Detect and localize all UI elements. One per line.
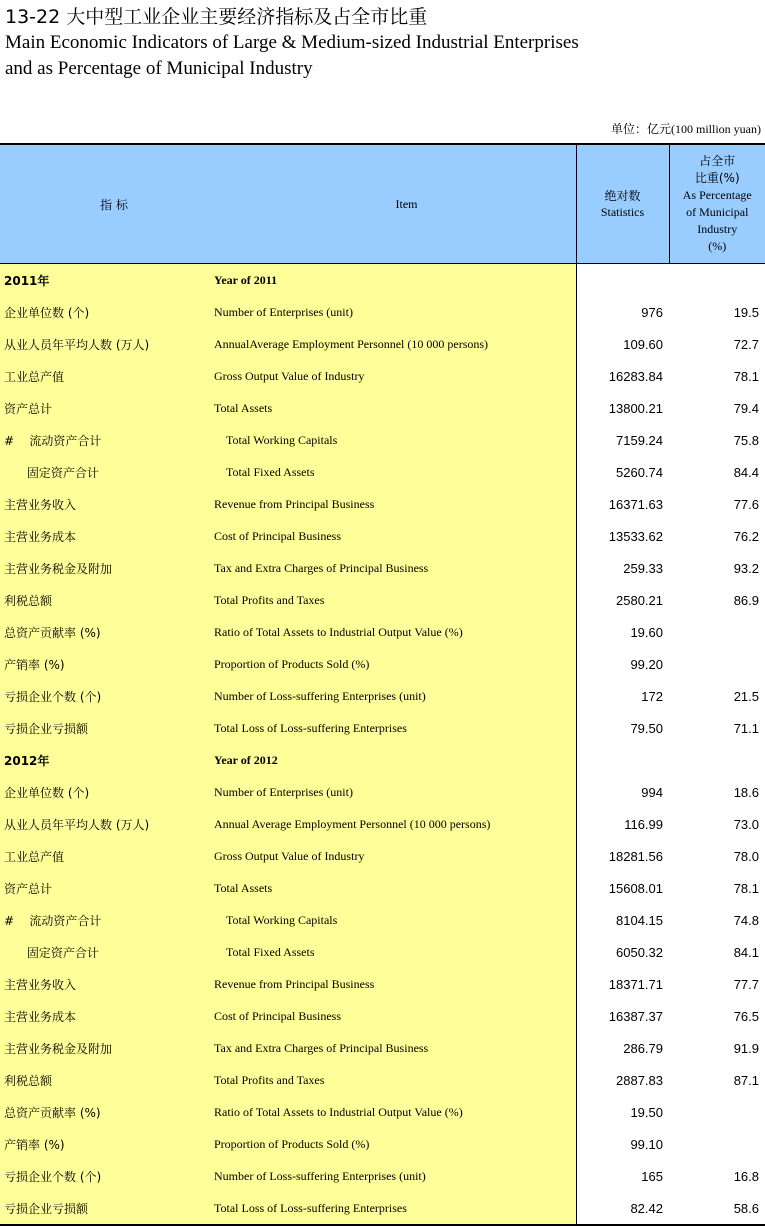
indicator-cn-cell: 产销率 (%) bbox=[0, 648, 214, 680]
percentage-cell bbox=[669, 264, 765, 297]
statistics-cell: 79.50 bbox=[576, 712, 669, 744]
statistics-cell: 109.60 bbox=[576, 328, 669, 360]
table-row bbox=[0, 616, 765, 648]
indicator-cn-cell: # 流动资产合计 bbox=[0, 904, 214, 936]
indicator-cn-cell: 主营业务收入 bbox=[0, 968, 214, 1000]
percentage-cell: 91.9 bbox=[669, 1032, 765, 1064]
percentage-cell: 78.1 bbox=[669, 360, 765, 392]
statistics-cell: 15608.01 bbox=[576, 872, 669, 904]
percentage-cell bbox=[669, 744, 765, 776]
header-percentage bbox=[669, 144, 765, 264]
table-row bbox=[0, 904, 765, 936]
statistics-cell: 259.33 bbox=[576, 552, 669, 584]
indicator-en-cell: Ratio of Total Assets to Industrial Output Value (%) bbox=[214, 616, 576, 648]
indicator-en-cell: Tax and Extra Charges of Principal Business bbox=[214, 552, 576, 584]
statistics-cell: 5260.74 bbox=[576, 456, 669, 488]
percentage-cell bbox=[669, 1128, 765, 1160]
indicator-cn-cell: 从业人员年平均人数 (万人) bbox=[0, 328, 214, 360]
table-row bbox=[0, 968, 765, 1000]
indicator-en-cell: Gross Output Value of Industry bbox=[214, 360, 576, 392]
indicator-table bbox=[0, 143, 765, 1226]
statistics-cell: 82.42 bbox=[576, 1192, 669, 1225]
header-statistics bbox=[576, 144, 669, 264]
percentage-cell: 16.8 bbox=[669, 1160, 765, 1192]
table-row bbox=[0, 1096, 765, 1128]
statistics-cell: 13800.21 bbox=[576, 392, 669, 424]
table-row bbox=[0, 1000, 765, 1032]
statistics-cell: 2887.83 bbox=[576, 1064, 669, 1096]
indicator-en-cell: Revenue from Principal Business bbox=[214, 968, 576, 1000]
statistics-cell: 99.20 bbox=[576, 648, 669, 680]
table-row bbox=[0, 808, 765, 840]
statistics-cell: 19.50 bbox=[576, 1096, 669, 1128]
statistics-cell: 16371.63 bbox=[576, 488, 669, 520]
indicator-en-cell: Cost of Principal Business bbox=[214, 1000, 576, 1032]
indicator-en-cell: AnnualAverage Employment Personnel (10 000 persons) bbox=[214, 328, 576, 360]
indicator-en-cell: Total Loss of Loss-suffering Enterprises bbox=[214, 712, 576, 744]
header-pct-cn2: 比重(%) bbox=[670, 170, 765, 187]
indicator-en-cell: Total Profits and Taxes bbox=[214, 1064, 576, 1096]
year-row bbox=[0, 744, 765, 776]
indicator-en-cell: Total Fixed Assets bbox=[214, 456, 576, 488]
title-chinese: 13-22 大中型工业企业主要经济指标及占全市比重 bbox=[5, 4, 579, 30]
percentage-cell: 71.1 bbox=[669, 712, 765, 744]
indicator-en-cell: Total Loss of Loss-suffering Enterprises bbox=[214, 1192, 576, 1225]
indicator-en-cell: Total Assets bbox=[214, 392, 576, 424]
table-row bbox=[0, 1160, 765, 1192]
indicator-cn-cell: 亏损企业个数 (个) bbox=[0, 680, 214, 712]
indicator-en-cell: Total Working Capitals bbox=[214, 904, 576, 936]
indicator-cn-cell: 2012年 bbox=[0, 744, 214, 776]
header-statistics-cn: 绝对数 bbox=[577, 188, 669, 204]
title-english-line2: and as Percentage of Municipal Industry bbox=[5, 56, 579, 82]
table-row bbox=[0, 520, 765, 552]
indicator-en-cell: Revenue from Principal Business bbox=[214, 488, 576, 520]
statistics-cell: 16387.37 bbox=[576, 1000, 669, 1032]
percentage-cell: 86.9 bbox=[669, 584, 765, 616]
indicator-cn-cell: 工业总产值 bbox=[0, 840, 214, 872]
title-block bbox=[5, 4, 579, 82]
indicator-en-cell: Cost of Principal Business bbox=[214, 520, 576, 552]
percentage-cell: 78.0 bbox=[669, 840, 765, 872]
indicator-cn-cell: 亏损企业亏损额 bbox=[0, 712, 214, 744]
data-table-wrapper bbox=[0, 143, 765, 1226]
header-pct-cn1: 占全市 bbox=[670, 153, 765, 170]
statistics-cell: 994 bbox=[576, 776, 669, 808]
indicator-cn-cell: 利税总额 bbox=[0, 584, 214, 616]
percentage-cell: 77.6 bbox=[669, 488, 765, 520]
table-row bbox=[0, 360, 765, 392]
statistics-cell: 116.99 bbox=[576, 808, 669, 840]
indicator-cn-cell: 主营业务成本 bbox=[0, 520, 214, 552]
percentage-cell: 76.5 bbox=[669, 1000, 765, 1032]
percentage-cell: 78.1 bbox=[669, 872, 765, 904]
table-row bbox=[0, 936, 765, 968]
percentage-cell: 58.6 bbox=[669, 1192, 765, 1225]
table-body bbox=[0, 264, 765, 1226]
statistics-cell: 99.10 bbox=[576, 1128, 669, 1160]
percentage-cell: 72.7 bbox=[669, 328, 765, 360]
percentage-cell: 74.8 bbox=[669, 904, 765, 936]
header-pct-en3: Industry bbox=[670, 221, 765, 238]
table-row bbox=[0, 680, 765, 712]
percentage-cell: 75.8 bbox=[669, 424, 765, 456]
indicator-en-cell: Total Fixed Assets bbox=[214, 936, 576, 968]
table-row bbox=[0, 1192, 765, 1225]
statistics-cell bbox=[576, 744, 669, 776]
statistics-cell: 7159.24 bbox=[576, 424, 669, 456]
percentage-cell: 87.1 bbox=[669, 1064, 765, 1096]
indicator-cn-cell: 总资产贡献率 (%) bbox=[0, 616, 214, 648]
statistics-cell: 19.60 bbox=[576, 616, 669, 648]
indicator-cn-cell: 利税总额 bbox=[0, 1064, 214, 1096]
header-pct-en1: As Percentage bbox=[670, 187, 765, 204]
percentage-cell: 84.1 bbox=[669, 936, 765, 968]
statistics-cell: 2580.21 bbox=[576, 584, 669, 616]
indicator-cn-cell: 企业单位数 (个) bbox=[0, 296, 214, 328]
header-statistics-en: Statistics bbox=[577, 204, 669, 220]
table-row bbox=[0, 872, 765, 904]
indicator-cn-cell: 主营业务收入 bbox=[0, 488, 214, 520]
table-row bbox=[0, 712, 765, 744]
statistics-cell: 165 bbox=[576, 1160, 669, 1192]
table-row bbox=[0, 1064, 765, 1096]
indicator-en-cell: Tax and Extra Charges of Principal Business bbox=[214, 1032, 576, 1064]
header-item: Item bbox=[214, 144, 576, 264]
table-header-row bbox=[0, 144, 765, 264]
statistics-cell: 18281.56 bbox=[576, 840, 669, 872]
percentage-cell: 73.0 bbox=[669, 808, 765, 840]
table-row bbox=[0, 424, 765, 456]
indicator-en-cell: Number of Loss-suffering Enterprises (unit) bbox=[214, 680, 576, 712]
table-row bbox=[0, 328, 765, 360]
statistics-cell: 172 bbox=[576, 680, 669, 712]
statistics-cell: 18371.71 bbox=[576, 968, 669, 1000]
indicator-cn-cell: 产销率 (%) bbox=[0, 1128, 214, 1160]
indicator-en-cell: Total Assets bbox=[214, 872, 576, 904]
indicator-cn-cell: 主营业务税金及附加 bbox=[0, 1032, 214, 1064]
indicator-cn-cell: 资产总计 bbox=[0, 392, 214, 424]
unit-label bbox=[611, 120, 761, 137]
percentage-cell: 21.5 bbox=[669, 680, 765, 712]
indicator-cn-cell: # 流动资产合计 bbox=[0, 424, 214, 456]
indicator-cn-cell: 工业总产值 bbox=[0, 360, 214, 392]
title-english-line1: Main Economic Indicators of Large & Medium-sized Industrial Enterprises bbox=[5, 30, 579, 56]
indicator-en-cell: Gross Output Value of Industry bbox=[214, 840, 576, 872]
table-row bbox=[0, 776, 765, 808]
indicator-cn-cell: 主营业务税金及附加 bbox=[0, 552, 214, 584]
statistics-cell bbox=[576, 264, 669, 297]
indicator-en-cell: Year of 2012 bbox=[214, 744, 576, 776]
indicator-en-cell: Proportion of Products Sold (%) bbox=[214, 1128, 576, 1160]
indicator-en-cell: Ratio of Total Assets to Industrial Output Value (%) bbox=[214, 1096, 576, 1128]
indicator-cn-cell: 从业人员年平均人数 (万人) bbox=[0, 808, 214, 840]
header-pct-en4: (%) bbox=[670, 238, 765, 255]
unit-label-cn: 单位：亿元 bbox=[611, 122, 671, 136]
table-row bbox=[0, 456, 765, 488]
indicator-cn-cell: 企业单位数 (个) bbox=[0, 776, 214, 808]
table-row bbox=[0, 552, 765, 584]
indicator-cn-cell: 亏损企业个数 (个) bbox=[0, 1160, 214, 1192]
year-row bbox=[0, 264, 765, 297]
percentage-cell: 18.6 bbox=[669, 776, 765, 808]
indicator-cn-cell: 资产总计 bbox=[0, 872, 214, 904]
indicator-cn-cell: 固定资产合计 bbox=[0, 456, 214, 488]
indicator-cn-cell: 主营业务成本 bbox=[0, 1000, 214, 1032]
statistics-cell: 976 bbox=[576, 296, 669, 328]
percentage-cell bbox=[669, 1096, 765, 1128]
indicator-en-cell: Annual Average Employment Personnel (10 000 persons) bbox=[214, 808, 576, 840]
table-row bbox=[0, 840, 765, 872]
indicator-en-cell: Number of Enterprises (unit) bbox=[214, 776, 576, 808]
indicator-cn-cell: 固定资产合计 bbox=[0, 936, 214, 968]
table-row bbox=[0, 1032, 765, 1064]
percentage-cell: 79.4 bbox=[669, 392, 765, 424]
table-row bbox=[0, 584, 765, 616]
percentage-cell: 77.7 bbox=[669, 968, 765, 1000]
header-pct-en2: of Municipal bbox=[670, 204, 765, 221]
percentage-cell: 84.4 bbox=[669, 456, 765, 488]
percentage-cell: 76.2 bbox=[669, 520, 765, 552]
table-row bbox=[0, 1128, 765, 1160]
percentage-cell: 93.2 bbox=[669, 552, 765, 584]
unit-label-en: (100 million yuan) bbox=[671, 122, 761, 136]
indicator-en-cell: Year of 2011 bbox=[214, 264, 576, 297]
table-row bbox=[0, 392, 765, 424]
indicator-cn-cell: 亏损企业亏损额 bbox=[0, 1192, 214, 1225]
indicator-en-cell: Number of Enterprises (unit) bbox=[214, 296, 576, 328]
statistics-cell: 16283.84 bbox=[576, 360, 669, 392]
header-indicator: 指 标 bbox=[0, 144, 214, 264]
indicator-cn-cell: 总资产贡献率 (%) bbox=[0, 1096, 214, 1128]
indicator-en-cell: Total Working Capitals bbox=[214, 424, 576, 456]
percentage-cell: 19.5 bbox=[669, 296, 765, 328]
table-row bbox=[0, 648, 765, 680]
indicator-en-cell: Total Profits and Taxes bbox=[214, 584, 576, 616]
percentage-cell bbox=[669, 616, 765, 648]
indicator-en-cell: Proportion of Products Sold (%) bbox=[214, 648, 576, 680]
indicator-en-cell: Number of Loss-suffering Enterprises (unit) bbox=[214, 1160, 576, 1192]
indicator-cn-cell: 2011年 bbox=[0, 264, 214, 297]
statistics-cell: 13533.62 bbox=[576, 520, 669, 552]
table-row bbox=[0, 488, 765, 520]
statistics-cell: 6050.32 bbox=[576, 936, 669, 968]
statistics-cell: 8104.15 bbox=[576, 904, 669, 936]
statistics-cell: 286.79 bbox=[576, 1032, 669, 1064]
table-row bbox=[0, 296, 765, 328]
percentage-cell bbox=[669, 648, 765, 680]
